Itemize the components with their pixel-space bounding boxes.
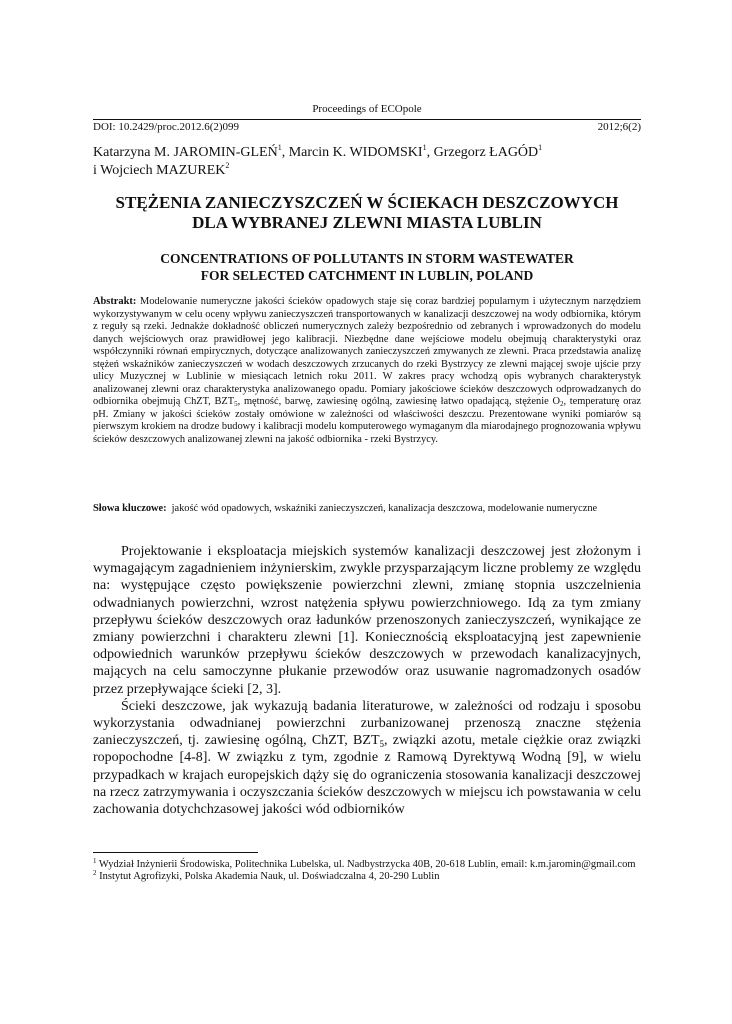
title-english	[93, 250, 641, 284]
keywords	[93, 503, 641, 516]
affiliation-mark: 2	[225, 161, 230, 170]
footnote-text: Wydział Inżynierii Środowiska, Politechnika Lubelska, ul. Nadbystrzycka 40B, 20-618 Lublin, email: k.m.jaromin@gmail.com	[96, 859, 636, 870]
abstract-label: Abstrakt:	[93, 296, 137, 307]
footnote-mark: 1	[93, 857, 97, 865]
footnote-mark: 2	[93, 869, 97, 878]
title-line: FOR SELECTED CATCHMENT IN LUBLIN, POLAND	[200, 268, 534, 283]
abstract-text: , temperaturę oraz pH. Zmiany w jakości ścieków zostały omówione w zależności od właściwości deszczu. Prezentowane wyniki pomiarów są pierwszym krokiem na drodze budowy i kalibracji modelu komputerowego wymaganym dla miarodajnego prognozowania wpływu ścieków deszczowych analizowanej zlewni na jakość odbiornika - rzeki Bystrzycy.	[93, 396, 641, 446]
paragraph: Projektowanie i eksploatacja miejskich systemów kanalizacji deszczowej jest złożonym i wymagającym zagadnieniem inżynierskim, zwykle przysparzającym liczne problemy ze względu na: występujące często powiększenie powierzchni zlewni, zmianę stopnia uszczelnienia odwadnianych powierzchni, wzrost natężenia spływu powierzchniowego. Idą za tym zmiany przepływu ścieków deszczowych oraz ładunków przenoszonych zanieczyszczeń, wynikające ze zmiany powierzchni i charakteru zlewni [1]. Koniecznością eksploatacyjną jest zapewnienie odpowiednich warunków przepływu ścieków deszczowych w przewodach kanalizacyjnych, mających na celu samoczynne płukanie przewodów oraz usuwanie nagromadzonych osadów przez przepływające ścieki [2, 3].	[93, 544, 641, 697]
paragraph	[93, 698, 641, 818]
author-name: Katarzyna M. JAROMIN-GLEŃ	[93, 145, 278, 160]
footnotes	[93, 859, 641, 883]
subscript: 2	[559, 400, 564, 409]
title-polish	[93, 193, 641, 233]
keywords-text: jakość wód opadowych, wskaźniki zanieczyszczeń, kanalizacja deszczowa, modelowanie numeryczne	[171, 503, 598, 514]
subscript: 5	[234, 400, 238, 409]
author-name: , Grzegorz ŁAGÓD	[426, 145, 539, 160]
title-line: STĘŻENIA ZANIECZYSZCZEŃ W ŚCIEKACH DESZCZOWYCH	[115, 193, 619, 212]
affiliation-mark: 1	[538, 143, 543, 152]
subscript: 5	[379, 739, 384, 750]
issue: 2012;6(2)	[597, 121, 641, 133]
author-list	[93, 144, 641, 180]
footnote	[93, 859, 641, 871]
doi-line	[93, 119, 641, 133]
abstract-text: Modelowanie numeryczne jakości ścieków opadowych staje się coraz bardziej popularnym i użytecznym narzędziem wykorzystywanym w celu oceny wpływu zanieczyszczeń transportowanych w kanalizacji deszczowej na wody odbiornika, którym z reguły są rzeki. Jednakże dokładność obliczeń numerycznych zależy bezpośrednio od zebranych i wprowadzonych do modelu danych wejściowych oraz prawidłowej jego kalibracji. Niezbędne dane wejściowe modelu obejmują charakterystyki oraz współczynniki równań empirycznych, dotyczące analizowanych zanieczyszczeń zmywanych ze zlewni. Praca przedstawia analizę stężeń wskaźników zanieczyszczeń w wodach deszczowych zrzucanych do rzeki Bystrzycy ze zlewni mającej swoje ujście przy ulicy Muzycznej w Lublinie w miesiącach letnich roku 2011. W zakres pracy wchodzą opis wybranych charakterystyk analizowanej zlewni oraz charakterystyka analizowanego opadu. Pomiary jakościowe ścieków deszczowych odprowadzanych do odbiornika obejmują ChZT, BZT	[93, 296, 641, 408]
footnote	[93, 871, 641, 883]
affiliation-mark: 1	[277, 143, 282, 152]
keywords-label: Słowa kluczowe:	[93, 503, 167, 514]
paragraph-text: Ścieki deszczowe, jak wykazują badania literaturowe, w zależności od rodzaju i sposobu wykorzystania odwadnianej powierzchni zurbanizowanej przenoszą znaczne stężenia zanieczyszczeń, tj. zawiesinę ogólną, ChZT, BZT	[93, 698, 641, 749]
title-line: CONCENTRATIONS OF POLLUTANTS IN STORM WASTEWATER	[160, 251, 574, 266]
author-line-2	[93, 162, 641, 180]
abstract-text: , mętność, barwę, zawiesinę ogólną, zawiesinę łatwo opadającą, stężenie O	[237, 396, 560, 408]
title-line: DLA WYBRANEJ ZLEWNI MIASTA LUBLIN	[192, 213, 542, 232]
running-title: Proceedings of ECOpole	[312, 103, 422, 115]
author-line-1	[93, 144, 641, 162]
body-text	[93, 543, 641, 818]
author-name: , Marcin K. WIDOMSKI	[281, 145, 423, 160]
abstract	[93, 296, 641, 447]
author-name: i Wojciech MAZUREK	[93, 163, 226, 178]
doi: DOI: 10.2429/proc.2012.6(2)099	[93, 121, 240, 133]
paragraph-text: , związki azotu, metale ciężkie oraz związki ropopochodne [4-8]. W związku z tym, zgodnie z Ramową Dyrektywą Wodną [9], w wielu przypadkach w krajach europejskich dąży się do ograniczenia stosowania kanalizacji deszczowej na rzecz zatrzymywania i oczyszczania ścieków deszczowych w miejscu ich powstawania w celu zachowania dotychchzasowej jakości wód odbiorników	[93, 733, 641, 818]
footnote-text: Instytut Agrofizyki, Polska Akademia Nauk, ul. Doświadczalna 4, 20-290 Lublin	[96, 871, 440, 883]
affiliation-mark: 1	[422, 143, 427, 152]
footnote-divider	[93, 852, 258, 853]
